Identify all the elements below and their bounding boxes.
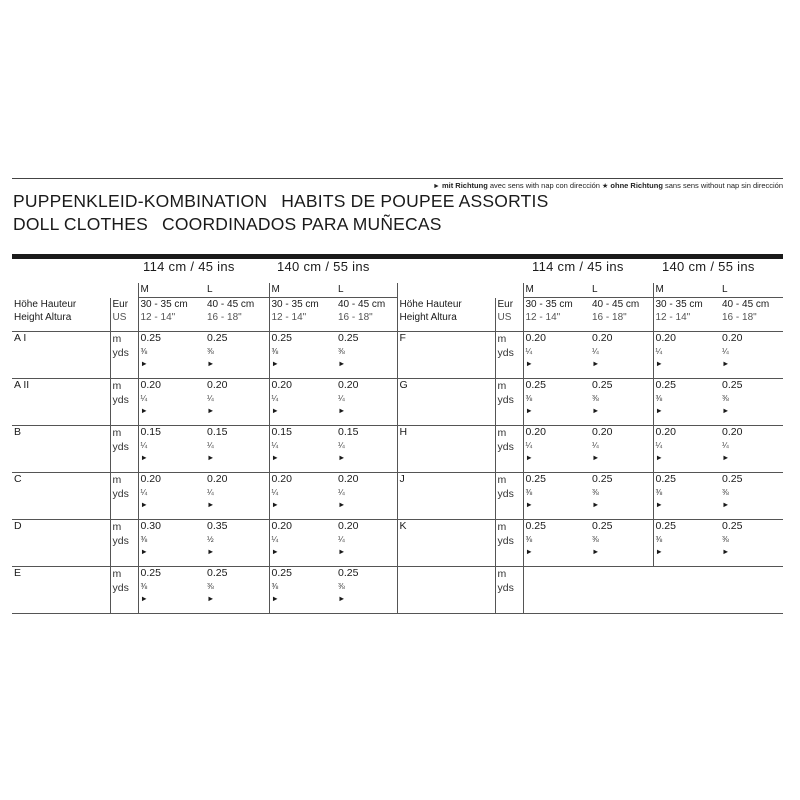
meters-value: 0.20	[592, 426, 613, 438]
measure-l-header: 40 - 45 cm 16 - 18"	[720, 298, 783, 332]
with-nap-arrow-icon: ►	[271, 453, 279, 462]
unit-yds: yds	[112, 394, 129, 406]
yards-value: ⅜	[338, 347, 345, 356]
with-nap-arrow-icon: ►	[592, 547, 600, 556]
yards-value: ¼	[592, 347, 599, 356]
meters-value: 0.20	[271, 379, 292, 391]
meters-value: 0.20	[338, 520, 359, 532]
meters-value: 0.20	[722, 332, 743, 344]
value-cell	[523, 473, 590, 520]
yards-value: ⅜	[207, 582, 214, 591]
garment-label: C	[12, 473, 110, 520]
measure-l-header: 40 - 45 cm 16 - 18"	[205, 298, 269, 332]
unit-m: m	[497, 380, 507, 392]
value-cell	[269, 520, 336, 567]
unit-cell	[110, 426, 138, 473]
meters-value: 0.25	[655, 473, 676, 485]
unit-yds: yds	[497, 441, 514, 453]
meters-value: 0.25	[140, 332, 161, 344]
yards-value: ⅜	[722, 394, 729, 403]
measure-l-header: 40 - 45 cm 16 - 18"	[336, 298, 397, 332]
yards-value: ¼	[338, 488, 345, 497]
meters-value: 0.25	[525, 520, 546, 532]
width-label-right-114: 114 cm / 45 ins	[532, 259, 624, 274]
meters-value: 0.20	[207, 473, 228, 485]
yards-value: ⅜	[592, 394, 599, 403]
with-nap-arrow-icon: ►	[722, 547, 730, 556]
value-cell	[523, 379, 590, 426]
value-cell	[269, 379, 336, 426]
with-nap-arrow-icon: ►	[655, 406, 663, 415]
value-cell	[138, 332, 205, 379]
unit-m: m	[497, 474, 507, 486]
value-cell	[205, 520, 269, 567]
meters-value: 0.25	[525, 379, 546, 391]
with-nap-arrow-icon: ►	[271, 500, 279, 509]
garment-label	[397, 567, 495, 614]
value-cell	[336, 379, 397, 426]
value-cell	[523, 520, 590, 567]
value-cell	[720, 332, 783, 379]
height-header: Höhe Hauteur Height Altura	[397, 298, 495, 332]
title-german: PUPPENKLEID-KOMBINATION	[13, 191, 268, 211]
meters-value: 0.25	[207, 332, 228, 344]
yards-value: ⅜	[140, 582, 148, 591]
with-nap-arrow-icon: ►	[207, 547, 215, 556]
with-nap-arrow-icon: ►	[140, 359, 148, 368]
legend-without-direction-rest: sans sens without nap sin dirección	[665, 181, 783, 190]
measure-m-header: 30 - 35 cm 12 - 14"	[523, 298, 590, 332]
table-row	[12, 426, 783, 473]
meters-value: 0.20	[338, 473, 359, 485]
meters-value: 0.25	[722, 473, 743, 485]
title-french: HABITS DE POUPEE ASSORTIS	[281, 191, 549, 211]
yards-value: ⅜	[525, 394, 533, 403]
with-nap-arrow-icon: ►	[140, 547, 148, 556]
unit-yds: yds	[112, 582, 129, 594]
unit-yds: yds	[497, 394, 514, 406]
meters-value: 0.20	[207, 379, 228, 391]
unit-m: m	[112, 427, 122, 439]
meters-value: 0.25	[592, 379, 613, 391]
value-cell	[523, 332, 590, 379]
unit-yds: yds	[497, 347, 514, 359]
unit-cell	[110, 520, 138, 567]
value-cell	[138, 567, 205, 614]
meters-value: 0.20	[525, 426, 546, 438]
meters-value: 0.25	[722, 520, 743, 532]
size-m: M	[653, 283, 720, 298]
garment-label: A I	[12, 332, 110, 379]
yards-value: ½	[207, 535, 214, 544]
unit-m: m	[497, 427, 507, 439]
yards-value: ¼	[140, 488, 148, 497]
meters-value: 0.20	[655, 426, 676, 438]
meters-value: 0.20	[592, 332, 613, 344]
size-l: L	[336, 283, 397, 298]
measure-m-header: 30 - 35 cm 12 - 14"	[138, 298, 205, 332]
with-nap-arrow-icon: ►	[655, 359, 663, 368]
value-cell	[653, 473, 720, 520]
value-cell	[205, 426, 269, 473]
yards-value: ⅜	[271, 582, 279, 591]
value-cell	[720, 379, 783, 426]
value-cell	[205, 332, 269, 379]
value-cell	[336, 520, 397, 567]
meters-value: 0.25	[592, 520, 613, 532]
unit-yds: yds	[112, 488, 129, 500]
title-line-1	[13, 191, 562, 212]
width-label-right-140: 140 cm / 55 ins	[662, 259, 755, 274]
value-cell	[720, 520, 783, 567]
with-nap-arrow-icon: ►	[722, 359, 730, 368]
value-cell	[336, 567, 397, 614]
meters-value: 0.15	[271, 426, 292, 438]
yards-value: ⅜	[655, 394, 663, 403]
value-cell	[138, 379, 205, 426]
eur-us-header: Eur US	[495, 298, 523, 332]
empty-cell	[523, 567, 783, 614]
yards-value: ¼	[722, 441, 729, 450]
measure-l-header: 40 - 45 cm 16 - 18"	[590, 298, 653, 332]
meters-value: 0.25	[525, 473, 546, 485]
eur-us-header: Eur US	[110, 298, 138, 332]
meters-value: 0.20	[338, 379, 359, 391]
value-cell	[269, 567, 336, 614]
yards-value: ⅜	[140, 535, 148, 544]
unit-cell	[495, 332, 523, 379]
yards-value: ⅜	[655, 488, 663, 497]
unit-yds: yds	[112, 535, 129, 547]
meters-value: 0.25	[338, 567, 359, 579]
table-row	[12, 567, 783, 614]
meters-value: 0.25	[338, 332, 359, 344]
meters-value: 0.15	[207, 426, 228, 438]
with-nap-arrow-icon: ►	[525, 547, 533, 556]
meters-value: 0.15	[338, 426, 359, 438]
with-nap-arrow-icon: ►	[140, 453, 148, 462]
value-cell	[590, 520, 653, 567]
garment-label: F	[397, 332, 495, 379]
title-line-2	[13, 214, 456, 235]
yards-value: ¼	[207, 394, 214, 403]
unit-cell	[495, 426, 523, 473]
yards-value: ¼	[338, 394, 345, 403]
table-row	[12, 520, 783, 567]
value-cell	[269, 426, 336, 473]
unit-m: m	[112, 474, 122, 486]
with-nap-arrow-icon: ►	[655, 453, 663, 462]
value-cell	[336, 332, 397, 379]
legend-with-direction-rest: avec sens with nap con dirección	[489, 181, 600, 190]
garment-label: D	[12, 520, 110, 567]
size-m: M	[138, 283, 205, 298]
yards-value: ¼	[338, 441, 345, 450]
yards-value: ⅜	[655, 535, 663, 544]
value-cell	[336, 426, 397, 473]
yards-value: ¼	[338, 535, 345, 544]
garment-label: B	[12, 426, 110, 473]
yards-value: ¼	[655, 441, 663, 450]
yards-value: ¼	[271, 394, 279, 403]
with-nap-arrow-icon: ►	[338, 500, 346, 509]
unit-cell	[110, 379, 138, 426]
meters-value: 0.20	[140, 379, 161, 391]
with-nap-arrow-icon: ►	[207, 500, 215, 509]
legend-with-direction-de: mit Richtung	[441, 181, 488, 190]
yards-value: ⅜	[338, 582, 345, 591]
value-cell	[269, 473, 336, 520]
value-cell	[653, 379, 720, 426]
unit-yds: yds	[112, 347, 129, 359]
size-l: L	[720, 283, 783, 298]
value-cell	[336, 473, 397, 520]
with-nap-arrow-icon: ►	[525, 406, 533, 415]
unit-cell	[110, 332, 138, 379]
unit-m: m	[497, 333, 507, 345]
meters-value: 0.20	[655, 332, 676, 344]
yards-value: ⅜	[207, 347, 214, 356]
with-nap-arrow-icon: ►	[722, 406, 730, 415]
meters-value: 0.15	[140, 426, 161, 438]
legend-without-direction-de: ohne Richtung	[610, 181, 663, 190]
height-header: Höhe Hauteur Height Altura	[12, 298, 110, 332]
value-cell	[720, 426, 783, 473]
garment-label: H	[397, 426, 495, 473]
value-cell	[720, 473, 783, 520]
with-nap-arrow-icon: ►	[432, 183, 440, 190]
yards-value: ⅜	[525, 488, 533, 497]
with-nap-arrow-icon: ►	[207, 453, 215, 462]
yards-value: ⅜	[592, 488, 599, 497]
unit-m: m	[497, 568, 507, 580]
width-label-left-140: 140 cm / 55 ins	[277, 259, 370, 274]
yards-value: ⅜	[525, 535, 533, 544]
value-cell	[653, 520, 720, 567]
value-cell	[653, 332, 720, 379]
meters-value: 0.20	[271, 473, 292, 485]
without-nap-star-icon: ★	[602, 183, 609, 190]
with-nap-arrow-icon: ►	[525, 359, 533, 368]
size-row	[12, 283, 783, 298]
unit-m: m	[112, 333, 122, 345]
unit-cell	[495, 473, 523, 520]
yards-value: ¼	[271, 441, 279, 450]
yards-value: ¼	[655, 347, 663, 356]
column-header-row	[12, 298, 783, 332]
value-cell	[138, 426, 205, 473]
unit-cell	[495, 379, 523, 426]
size-l: L	[205, 283, 269, 298]
with-nap-arrow-icon: ►	[271, 406, 279, 415]
value-cell	[590, 379, 653, 426]
with-nap-arrow-icon: ►	[592, 406, 600, 415]
value-cell	[205, 379, 269, 426]
value-cell	[590, 332, 653, 379]
garment-label: K	[397, 520, 495, 567]
meters-value: 0.25	[655, 379, 676, 391]
with-nap-arrow-icon: ►	[592, 359, 600, 368]
with-nap-arrow-icon: ►	[140, 500, 148, 509]
width-label-left-114: 114 cm / 45 ins	[143, 259, 235, 274]
unit-yds: yds	[497, 582, 514, 594]
size-m: M	[269, 283, 336, 298]
yards-value: ⅜	[592, 535, 599, 544]
with-nap-arrow-icon: ►	[338, 547, 346, 556]
meters-value: 0.25	[722, 379, 743, 391]
meters-value: 0.30	[140, 520, 161, 532]
with-nap-arrow-icon: ►	[525, 453, 533, 462]
with-nap-arrow-icon: ►	[207, 359, 215, 368]
yards-value: ¼	[592, 441, 599, 450]
value-cell	[590, 473, 653, 520]
with-nap-arrow-icon: ►	[338, 594, 346, 603]
value-cell	[138, 473, 205, 520]
yards-value: ⅜	[140, 347, 148, 356]
yards-value: ¼	[722, 347, 729, 356]
yardage-table	[12, 283, 783, 614]
unit-yds: yds	[497, 535, 514, 547]
yards-value: ¼	[207, 441, 214, 450]
with-nap-arrow-icon: ►	[338, 453, 346, 462]
garment-label: J	[397, 473, 495, 520]
table-row	[12, 332, 783, 379]
top-rule	[12, 178, 783, 179]
with-nap-arrow-icon: ►	[271, 547, 279, 556]
yards-value: ⅜	[271, 347, 279, 356]
garment-label: A II	[12, 379, 110, 426]
yards-value: ¼	[271, 535, 279, 544]
with-nap-arrow-icon: ►	[525, 500, 533, 509]
with-nap-arrow-icon: ►	[271, 594, 279, 603]
yards-value: ¼	[271, 488, 279, 497]
yards-value: ⅜	[722, 535, 729, 544]
unit-cell	[495, 567, 523, 614]
with-nap-arrow-icon: ►	[592, 500, 600, 509]
value-cell	[138, 520, 205, 567]
with-nap-arrow-icon: ►	[722, 500, 730, 509]
title-spanish: COORDINADOS PARA MUÑECAS	[161, 214, 442, 234]
measure-m-header: 30 - 35 cm 12 - 14"	[653, 298, 720, 332]
garment-label: G	[397, 379, 495, 426]
unit-cell	[110, 473, 138, 520]
unit-cell	[110, 567, 138, 614]
unit-m: m	[112, 380, 122, 392]
with-nap-arrow-icon: ►	[207, 594, 215, 603]
meters-value: 0.25	[271, 332, 292, 344]
measure-m-header: 30 - 35 cm 12 - 14"	[269, 298, 336, 332]
unit-m: m	[497, 521, 507, 533]
meters-value: 0.25	[271, 567, 292, 579]
with-nap-arrow-icon: ►	[655, 500, 663, 509]
meters-value: 0.25	[655, 520, 676, 532]
nap-legend	[433, 181, 783, 190]
title-english: DOLL CLOTHES	[13, 214, 148, 234]
garment-label: E	[12, 567, 110, 614]
with-nap-arrow-icon: ►	[207, 406, 215, 415]
yards-value: ¼	[140, 441, 148, 450]
with-nap-arrow-icon: ►	[271, 359, 279, 368]
with-nap-arrow-icon: ►	[722, 453, 730, 462]
meters-value: 0.20	[140, 473, 161, 485]
table-row	[12, 473, 783, 520]
with-nap-arrow-icon: ►	[655, 547, 663, 556]
value-cell	[269, 332, 336, 379]
unit-cell	[495, 520, 523, 567]
unit-yds: yds	[112, 441, 129, 453]
size-l: L	[590, 283, 653, 298]
table-row	[12, 379, 783, 426]
meters-value: 0.20	[722, 426, 743, 438]
value-cell	[523, 426, 590, 473]
value-cell	[205, 473, 269, 520]
with-nap-arrow-icon: ►	[338, 406, 346, 415]
with-nap-arrow-icon: ►	[592, 453, 600, 462]
size-m: M	[523, 283, 590, 298]
with-nap-arrow-icon: ►	[338, 359, 346, 368]
value-cell	[590, 426, 653, 473]
yards-value: ¼	[207, 488, 214, 497]
with-nap-arrow-icon: ►	[140, 406, 148, 415]
meters-value: 0.25	[140, 567, 161, 579]
meters-value: 0.20	[525, 332, 546, 344]
with-nap-arrow-icon: ►	[140, 594, 148, 603]
unit-yds: yds	[497, 488, 514, 500]
yards-value: ⅜	[722, 488, 729, 497]
unit-m: m	[112, 521, 122, 533]
value-cell	[205, 567, 269, 614]
meters-value: 0.20	[271, 520, 292, 532]
meters-value: 0.35	[207, 520, 228, 532]
yards-value: ¼	[525, 347, 533, 356]
value-cell	[653, 426, 720, 473]
meters-value: 0.25	[592, 473, 613, 485]
meters-value: 0.25	[207, 567, 228, 579]
yards-value: ¼	[140, 394, 148, 403]
yards-value: ¼	[525, 441, 533, 450]
unit-m: m	[112, 568, 122, 580]
